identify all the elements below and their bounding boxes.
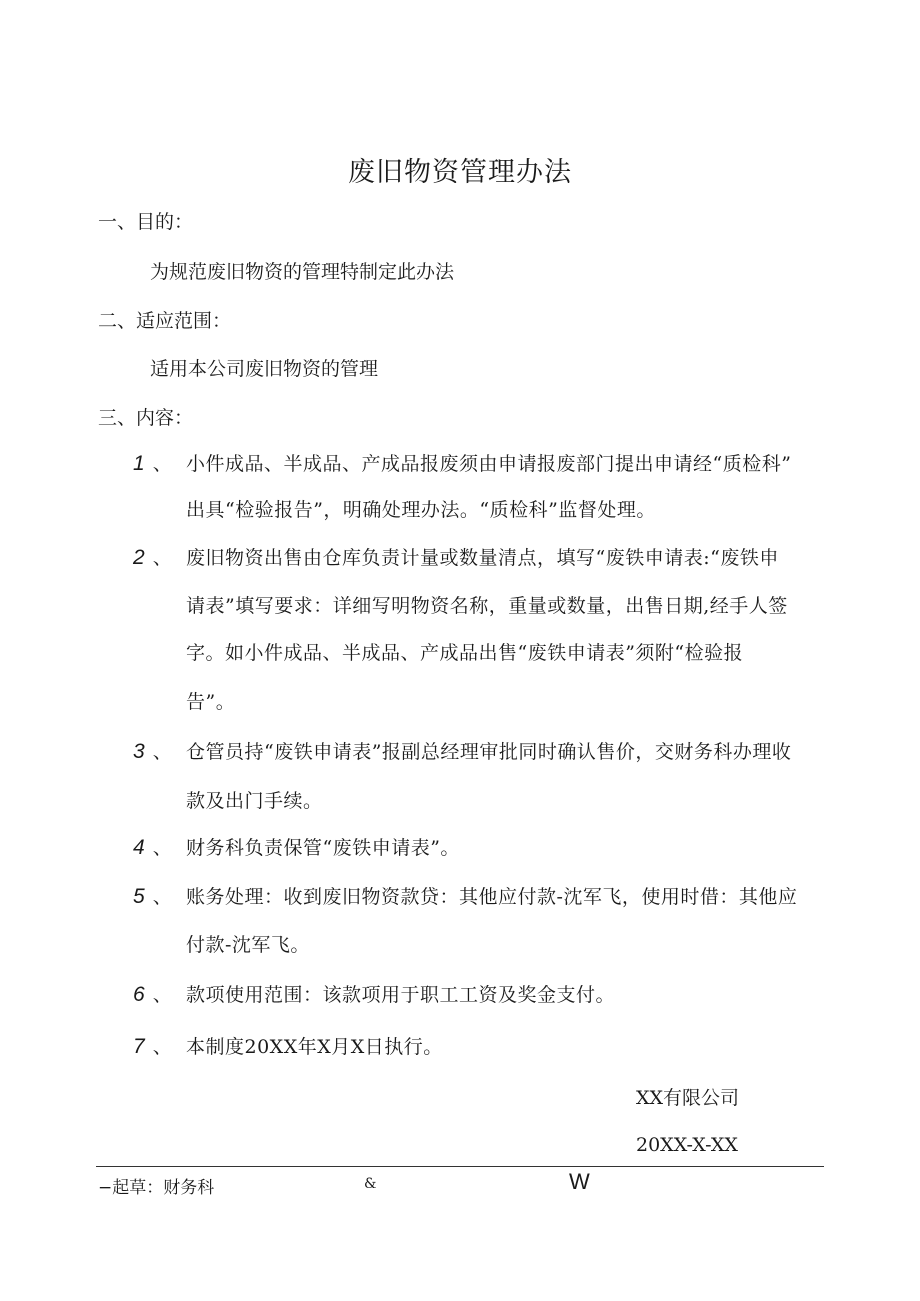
item-line: 小件成品、半成品、产成品报废须由申请报废部门提出申请经“质检科”: [186, 453, 792, 475]
item-line: 本制度20XX年X月X日执行。: [186, 1036, 443, 1058]
signature-date: 20XX-X-XX: [636, 1134, 738, 1156]
item-number: 6 、: [133, 983, 172, 1006]
section-text-scope: 适用本公司废旧物资的管理: [150, 358, 379, 380]
footer-ampersand: &: [364, 1176, 377, 1192]
section-heading-purpose: 一、目的：: [98, 211, 194, 233]
footer-drafter: −起草：财务科: [98, 1178, 215, 1198]
signature-company: XX有限公司: [636, 1087, 740, 1109]
item-line: 废旧物资出售由仓库负责计量或数量清点，填写“废铁申请表:“废铁申: [186, 547, 779, 569]
item-number: 1 、: [133, 452, 172, 475]
item-line: 款及出门手续。: [186, 790, 323, 812]
item-number: 5 、: [133, 885, 172, 908]
item-number: 7 、: [133, 1035, 172, 1058]
item-line: 仓管员持“废铁申请表”报副总经理审批同时确认售价，交财务科办理收: [186, 741, 792, 763]
item-number: 4 、: [133, 836, 172, 859]
item-line: 字。如小件成品、半成品、产成品出售“废铁申请表”须附“检验报: [186, 642, 744, 664]
item-line: 付款-沈军飞。: [186, 934, 310, 956]
footer-divider: [96, 1166, 824, 1167]
footer-mark: W: [569, 1169, 590, 1194]
item-line: 告”。: [186, 691, 236, 713]
item-line: 请表”填写要求：详细写明物资名称，重量或数量，出售日期,经手人签: [186, 595, 788, 617]
section-text-purpose: 为规范废旧物资的管理特制定此办法: [150, 261, 455, 283]
section-heading-content: 三、内容：: [98, 407, 194, 429]
item-number: 3 、: [133, 740, 172, 763]
item-line: 账务处理：收到废旧物资款贷：其他应付款-沈军飞，使用时借：其他应: [186, 886, 798, 908]
item-line: 出具“检验报告”，明确处理办法。“质检科”监督处理。: [186, 499, 656, 521]
document-title: 废旧物资管理办法: [348, 157, 572, 188]
item-number: 2 、: [133, 546, 172, 569]
section-heading-scope: 二、适应范围：: [98, 310, 232, 332]
item-line: 财务科负责保管“废铁申请表”。: [186, 837, 460, 859]
item-line: 款项使用范围：该款项用于职工工资及奖金支付。: [186, 984, 616, 1006]
